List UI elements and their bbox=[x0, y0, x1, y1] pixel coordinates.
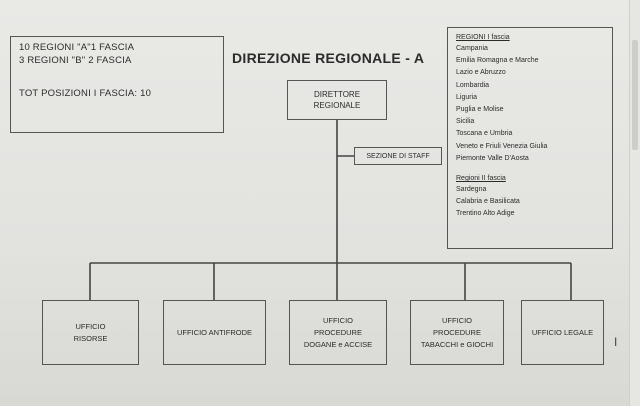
region-item: Emilia Romagna e Marche bbox=[456, 57, 539, 65]
office-risorse-line-1: UFFICIO bbox=[75, 321, 106, 331]
diagram-title: DIREZIONE REGIONALE - A bbox=[232, 50, 425, 66]
office-tabacchi-line-1: UFFICIO bbox=[442, 315, 472, 325]
region-item: Piemonte Valle D'Aosta bbox=[456, 154, 529, 162]
region-item: Puglia e Molise bbox=[456, 106, 504, 114]
office-dogane-line-1: UFFICIO bbox=[323, 315, 353, 325]
office-risorse-box bbox=[42, 300, 139, 365]
office-legale-label: UFFICIO LEGALE bbox=[531, 327, 594, 337]
vertical-scrollbar[interactable] bbox=[629, 0, 640, 406]
office-dogane-line-3: DOGANE e ACCISE bbox=[303, 339, 373, 349]
region-item: Sardegna bbox=[456, 186, 487, 194]
office-tabacchi-line-3: TABACCHI e GIOCHI bbox=[420, 339, 494, 349]
scrollbar-thumb[interactable] bbox=[632, 40, 638, 150]
director-label-1: DIRETTORE bbox=[313, 90, 361, 99]
office-risorse-line-2: RISORSE bbox=[73, 333, 108, 343]
region-item: Campania bbox=[456, 45, 488, 52]
region-item: Calabria e Basilicata bbox=[456, 198, 520, 206]
office-antifrode-label: UFFICIO ANTIFRODE bbox=[177, 327, 252, 337]
office-dogane-box bbox=[289, 300, 387, 365]
regions-fascia2-header: Regioni II fascia bbox=[456, 175, 506, 183]
region-item: Liguria bbox=[456, 93, 478, 101]
office-antifrode-box bbox=[163, 300, 266, 365]
regions-fascia1-header: REGIONI I fascia bbox=[456, 34, 510, 41]
region-item: Trentino Alto Adige bbox=[456, 210, 515, 218]
summary-line-1: 10 REGIONI "A"1 FASCIA bbox=[19, 42, 135, 53]
staff-label: SEZIONE DI STAFF bbox=[366, 152, 430, 160]
region-item: Toscana e Umbria bbox=[456, 130, 513, 138]
summary-box bbox=[10, 36, 224, 133]
region-item: Lazio e Abruzzo bbox=[456, 69, 506, 77]
text-cursor-icon: I bbox=[614, 335, 618, 349]
office-tabacchi-box bbox=[410, 300, 504, 365]
region-item: Sicilia bbox=[456, 118, 475, 126]
summary-line-3: TOT POSIZIONI I FASCIA: 10 bbox=[19, 88, 152, 99]
summary-line-2: 3 REGIONI "B" 2 FASCIA bbox=[19, 55, 132, 66]
regions-box bbox=[447, 27, 613, 249]
office-legale-box bbox=[521, 300, 604, 365]
office-dogane-line-2: PROCEDURE bbox=[314, 327, 362, 337]
director-box bbox=[287, 80, 387, 120]
office-tabacchi-line-2: PROCEDURE bbox=[433, 327, 481, 337]
region-item: Lombardia bbox=[456, 81, 490, 89]
staff-box bbox=[354, 147, 442, 165]
region-item: Veneto e Friuli Venezia Giulia bbox=[456, 142, 548, 150]
director-label-2: REGIONALE bbox=[313, 101, 361, 110]
